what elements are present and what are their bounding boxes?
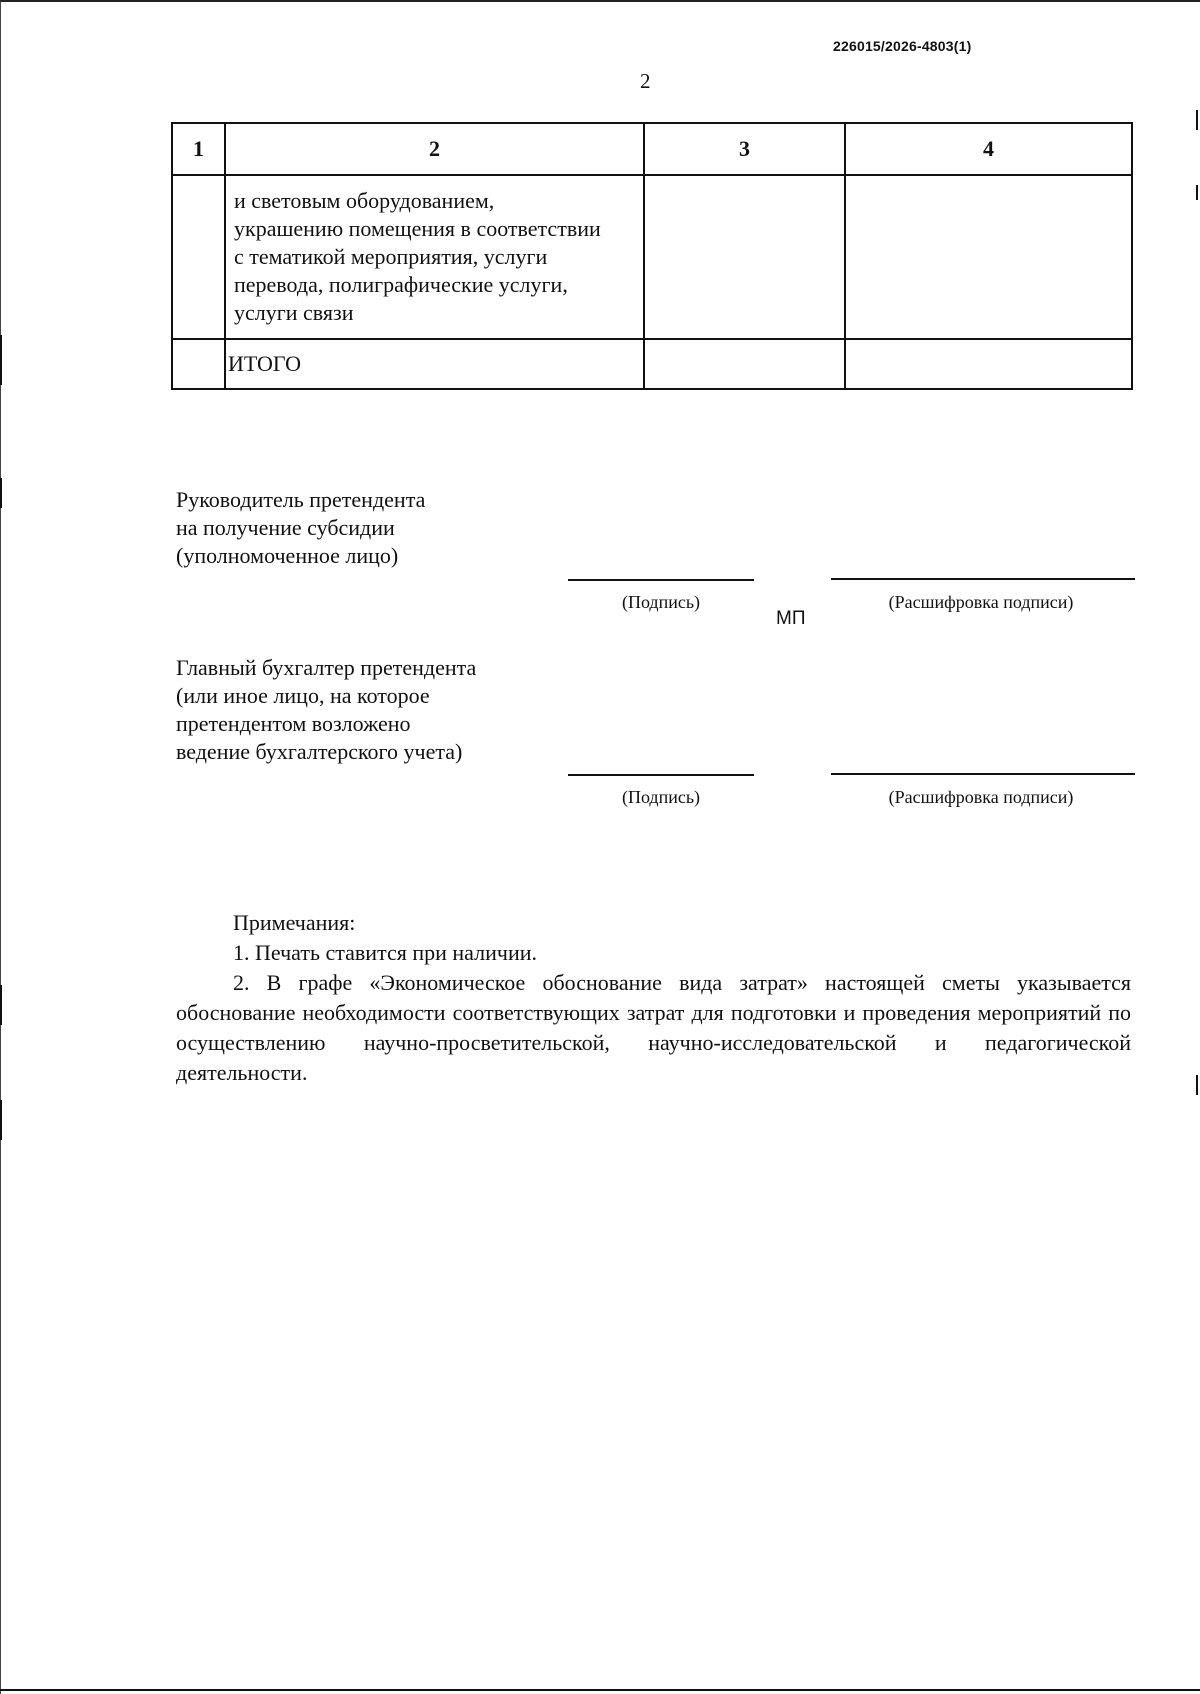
scan-edge-mark: [0, 478, 2, 508]
scan-edge-mark: [1196, 1075, 1198, 1095]
total-label: ИТОГО: [225, 339, 644, 389]
table-cell: [644, 339, 845, 389]
column-header-2: 2: [225, 123, 644, 175]
scan-edge-mark: [1196, 110, 1198, 130]
signatory-label-line: на получение субсидии: [176, 515, 395, 540]
accountant-signature-caption: (Подпись): [621, 787, 701, 807]
scan-edge-mark: [0, 1689, 1200, 1691]
signatory-label-line: Главный бухгалтер претендента: [176, 655, 477, 680]
table-total-row: [172, 339, 1132, 389]
table-cell: [172, 175, 225, 339]
notes-title: Примечания:: [233, 910, 356, 935]
description-line: украшению помещения в соответствии: [234, 216, 601, 241]
description-line: с тематикой мероприятия, услуги: [234, 244, 548, 269]
note-item-2: 2. В графе «Экономическое обоснование вида затрат» настоящей сметы указывается обоснование необходимости соответствующих затрат для подготовки и проведения мероприятий по осуществлению научно-просветительской, научно-исследовательской и педагогической деятельности.: [176, 970, 1131, 1085]
signatory-label-line: (уполномоченное лицо): [176, 543, 399, 568]
signatory-label-line: (или иное лицо, на которое: [176, 683, 430, 708]
description-line: услуги связи: [234, 300, 354, 325]
column-header-3: 3: [644, 123, 845, 175]
table-cell: [845, 175, 1132, 339]
accountant-decode-line: [831, 773, 1135, 775]
head-decode-caption: (Расшифровка подписи): [888, 592, 1074, 612]
head-decode-line: [831, 578, 1135, 580]
table-header-row: [172, 123, 1132, 175]
page-number: 2: [640, 69, 651, 93]
signatory-label-line: ведение бухгалтерского учета): [176, 739, 463, 764]
notes-section: [176, 908, 1131, 1088]
accountant-decode-caption: (Расшифровка подписи): [888, 787, 1074, 807]
note-item-1: 1. Печать ставится при наличии.: [233, 940, 537, 965]
table-cell: [172, 339, 225, 389]
cost-estimate-table: [171, 122, 1133, 390]
head-signatory-label: [176, 486, 425, 570]
column-header-4: 4: [845, 123, 1132, 175]
table-cell: [644, 175, 845, 339]
head-signature-caption: (Подпись): [621, 592, 701, 612]
signatory-label-line: Руководитель претендента: [176, 487, 426, 512]
scan-edge-mark: [0, 335, 2, 385]
column-header-1: 1: [172, 123, 225, 175]
accountant-signatory-label: [176, 654, 476, 766]
document-number: 226015/2026-4803(1): [833, 38, 972, 54]
stamp-place-label: МП: [776, 608, 806, 629]
description-line: и световым оборудованием,: [234, 188, 495, 213]
table-row: [172, 175, 1132, 339]
table-cell: [845, 339, 1132, 389]
signatory-label-line: претендентом возложено: [176, 711, 411, 736]
scan-edge-mark: [0, 985, 2, 1025]
scan-edge-mark: [0, 1100, 2, 1140]
scan-edge-mark: [1196, 185, 1198, 200]
table-cell-description: [225, 175, 644, 339]
head-signature-line: [568, 579, 754, 581]
accountant-signature-line: [568, 774, 754, 776]
description-line: перевода, полиграфические услуги,: [234, 272, 568, 297]
